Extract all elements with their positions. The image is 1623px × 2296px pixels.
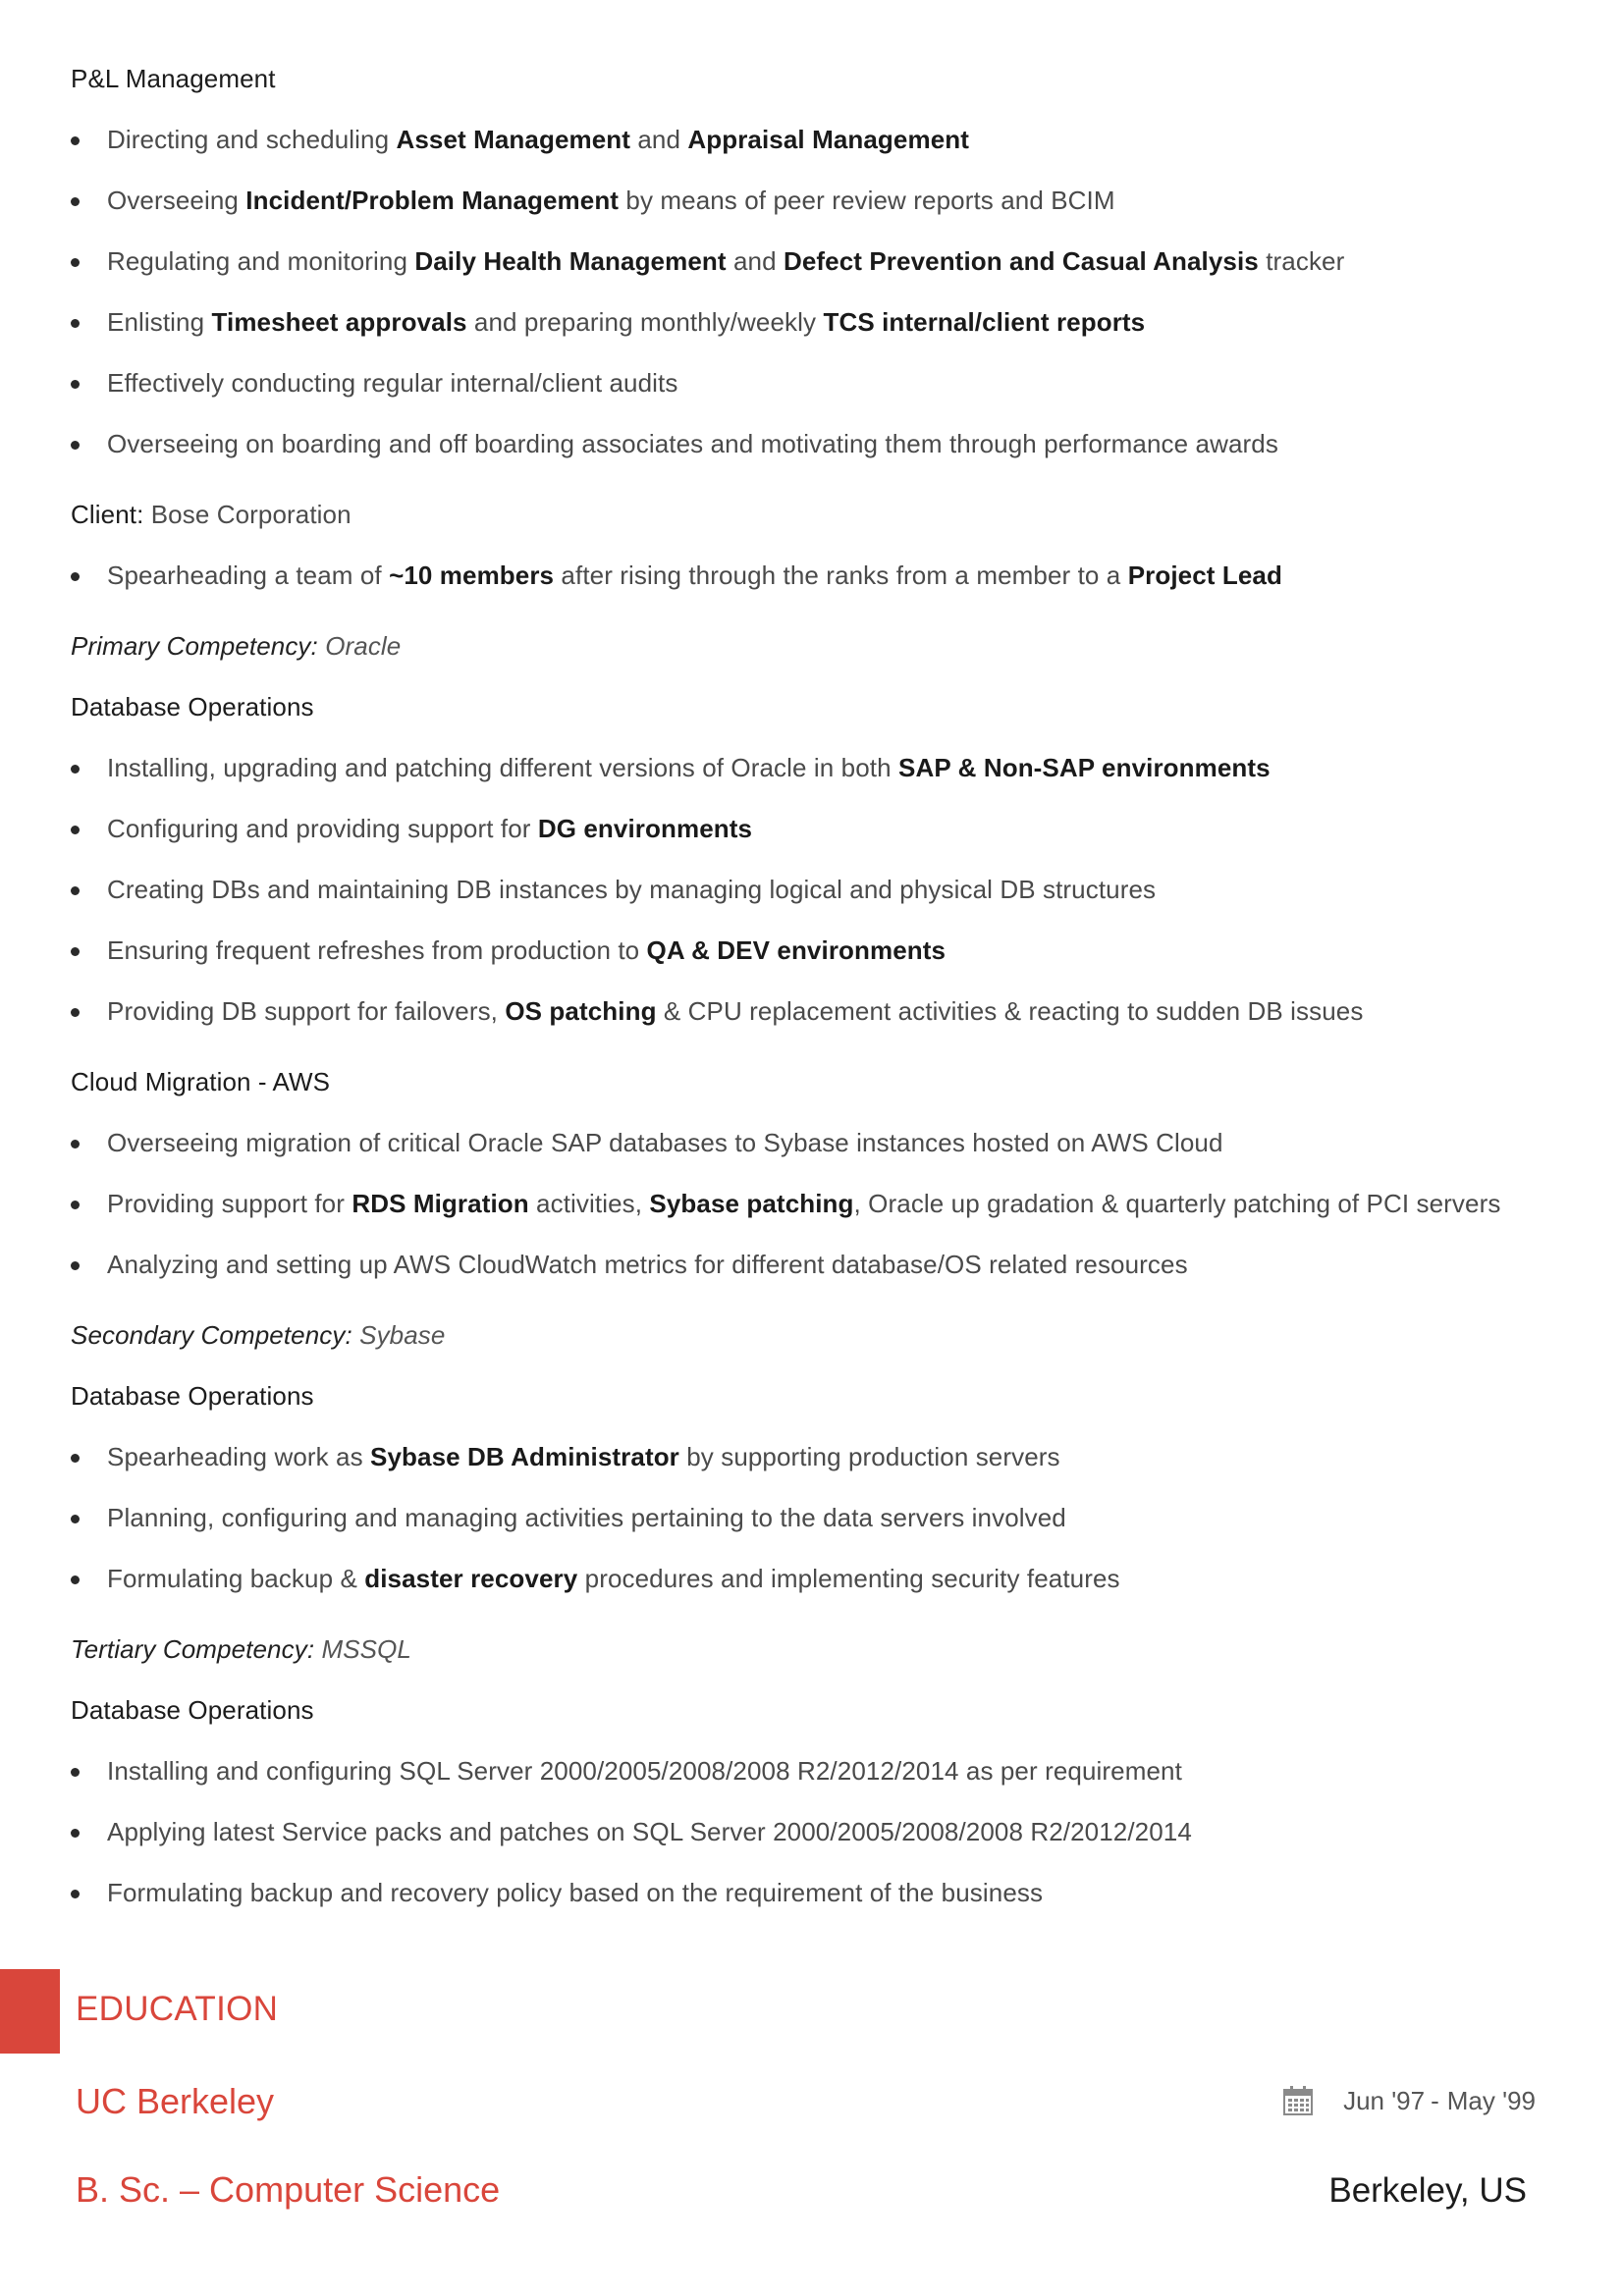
list-item: [71, 183, 1553, 218]
list-item: [71, 243, 1553, 279]
primary-competency: [71, 628, 1553, 664]
tertiary-competency-label: Tertiary Competency:: [71, 1634, 315, 1664]
list-item: [71, 426, 1553, 461]
list-item: [71, 1814, 1553, 1849]
list-item: [71, 1439, 1553, 1474]
cloud-migration-heading: Cloud Migration - AWS: [71, 1067, 331, 1096]
list-item: [71, 304, 1553, 340]
list-item: [71, 1125, 1553, 1160]
secondary-competency: [71, 1317, 1553, 1353]
list-item: [71, 365, 1553, 400]
bold-text: Asset Management: [396, 125, 631, 154]
text-segment: , Oracle up gradation & quarterly patching of PCI servers: [853, 1189, 1501, 1218]
text-segment: Providing support for: [107, 1189, 352, 1218]
text-segment: Configuring and providing support for: [107, 814, 538, 843]
list-item: [71, 1753, 1553, 1789]
db-ops-heading-1: Database Operations: [71, 692, 314, 721]
primary-competency-value: Oracle: [325, 631, 402, 661]
text-segment: and: [726, 246, 784, 276]
list-item: [71, 1186, 1553, 1221]
text-segment: Overseeing on boarding and off boarding associates and motivating them through performance awards: [107, 429, 1278, 458]
text-segment: Directing and scheduling: [107, 125, 397, 154]
bold-text: Daily Health Management: [414, 246, 727, 276]
text-segment: by means of peer review reports and BCIM: [619, 186, 1115, 215]
cloud-migration-bullet-list: [71, 1125, 1553, 1282]
text-segment: Spearheading a team of: [107, 561, 390, 590]
list-item: [71, 750, 1553, 785]
bold-text: ~10 members: [389, 561, 555, 590]
text-segment: Providing DB support for failovers,: [107, 996, 506, 1026]
secondary-competency-label: Secondary Competency:: [71, 1320, 352, 1350]
education-school: UC Berkeley: [76, 2081, 275, 2121]
list-item: [71, 1500, 1553, 1535]
pl-heading: P&L Management: [71, 64, 276, 93]
primary-competency-label: Primary Competency:: [71, 631, 318, 661]
education-date-separator: -: [1431, 2085, 1439, 2115]
list-item: [71, 1247, 1553, 1282]
bold-text: Sybase DB Administrator: [370, 1442, 679, 1471]
list-item: [71, 872, 1553, 907]
text-segment: Formulating backup &: [107, 1564, 365, 1593]
text-segment: by supporting production servers: [678, 1442, 1060, 1471]
text-segment: procedures and implementing security features: [577, 1564, 1120, 1593]
secondary-competency-value: Sybase: [359, 1320, 446, 1350]
bold-text: Incident/Problem Management: [245, 186, 620, 215]
bold-text: Appraisal Management: [687, 125, 969, 154]
list-item: [71, 1875, 1553, 1910]
list-item: [71, 993, 1553, 1029]
text-segment: Installing, upgrading and patching different versions of Oracle in both: [107, 753, 899, 782]
text-segment: after rising through the ranks from a member to a: [554, 561, 1128, 590]
client-value: Bose Corporation: [150, 500, 352, 529]
bold-text: QA & DEV environments: [646, 935, 947, 965]
bold-text: disaster recovery: [364, 1564, 578, 1593]
db-ops-bullet-list-3: [71, 1753, 1553, 1910]
text-segment: tracker: [1258, 246, 1345, 276]
text-segment: and: [630, 125, 688, 154]
tertiary-competency: [71, 1631, 1553, 1667]
text-segment: Applying latest Service packs and patches on SQL Server 2000/2005/2008/2008 R2/2012/2014: [107, 1817, 1192, 1846]
text-segment: Formulating backup and recovery policy based on the requirement of the business: [107, 1878, 1044, 1907]
education-dates: [1282, 2085, 1536, 2116]
bold-text: SAP & Non-SAP environments: [898, 753, 1271, 782]
text-segment: Regulating and monitoring: [107, 246, 415, 276]
pl-bullet-list: [71, 122, 1553, 461]
db-ops-heading-3: Database Operations: [71, 1695, 314, 1725]
text-segment: Installing and configuring SQL Server 2000/2005/2008/2008 R2/2012/2014 as per requirement: [107, 1756, 1182, 1786]
text-segment: Effectively conducting regular internal/client audits: [107, 368, 678, 398]
education-degree: B. Sc. – Computer Science: [76, 2169, 501, 2210]
education-accent-bar: [0, 1969, 60, 2054]
text-segment: Spearheading work as: [107, 1442, 371, 1471]
db-ops-bullet-list-1: [71, 750, 1553, 1029]
text-segment: Analyzing and setting up AWS CloudWatch metrics for different database/OS related resources: [107, 1250, 1188, 1279]
list-item: [71, 558, 1553, 593]
list-item: [71, 811, 1553, 846]
text-segment: Creating DBs and maintaining DB instances by managing logical and physical DB structures: [107, 875, 1157, 904]
experience-content: [71, 61, 1553, 1946]
text-segment: Planning, configuring and managing activities pertaining to the data servers involved: [107, 1503, 1066, 1532]
bold-text: TCS internal/client reports: [823, 307, 1146, 337]
education-date-end: May '99: [1446, 2085, 1536, 2115]
list-item: [71, 122, 1553, 157]
education-date-start: Jun '97: [1343, 2085, 1426, 2115]
text-segment: Overseeing migration of critical Oracle SAP databases to Sybase instances hosted on AWS Cloud: [107, 1128, 1223, 1157]
text-segment: Overseeing: [107, 186, 246, 215]
bold-text: Sybase patching: [649, 1189, 854, 1218]
tertiary-competency-value: MSSQL: [321, 1634, 411, 1664]
db-ops-heading-2: Database Operations: [71, 1381, 314, 1411]
client-label: Client:: [71, 500, 144, 529]
text-segment: & CPU replacement activities & reacting to sudden DB issues: [656, 996, 1364, 1026]
bold-text: Defect Prevention and Casual Analysis: [783, 246, 1259, 276]
client-line: [71, 497, 1553, 532]
list-item: [71, 1561, 1553, 1596]
text-segment: and preparing monthly/weekly: [466, 307, 824, 337]
education-location: Berkeley, US: [1328, 2171, 1527, 2210]
text-segment: Enlisting: [107, 307, 212, 337]
calendar-icon: [1282, 2085, 1314, 2116]
client-bullet-list: [71, 558, 1553, 593]
text-segment: activities,: [528, 1189, 650, 1218]
education-section-title: EDUCATION: [76, 1990, 279, 2028]
bold-text: OS patching: [505, 996, 657, 1026]
list-item: [71, 933, 1553, 968]
bold-text: Project Lead: [1127, 561, 1282, 590]
bold-text: RDS Migration: [352, 1189, 529, 1218]
text-segment: Ensuring frequent refreshes from production to: [107, 935, 647, 965]
bold-text: DG environments: [537, 814, 753, 843]
db-ops-bullet-list-2: [71, 1439, 1553, 1596]
bold-text: Timesheet approvals: [211, 307, 467, 337]
